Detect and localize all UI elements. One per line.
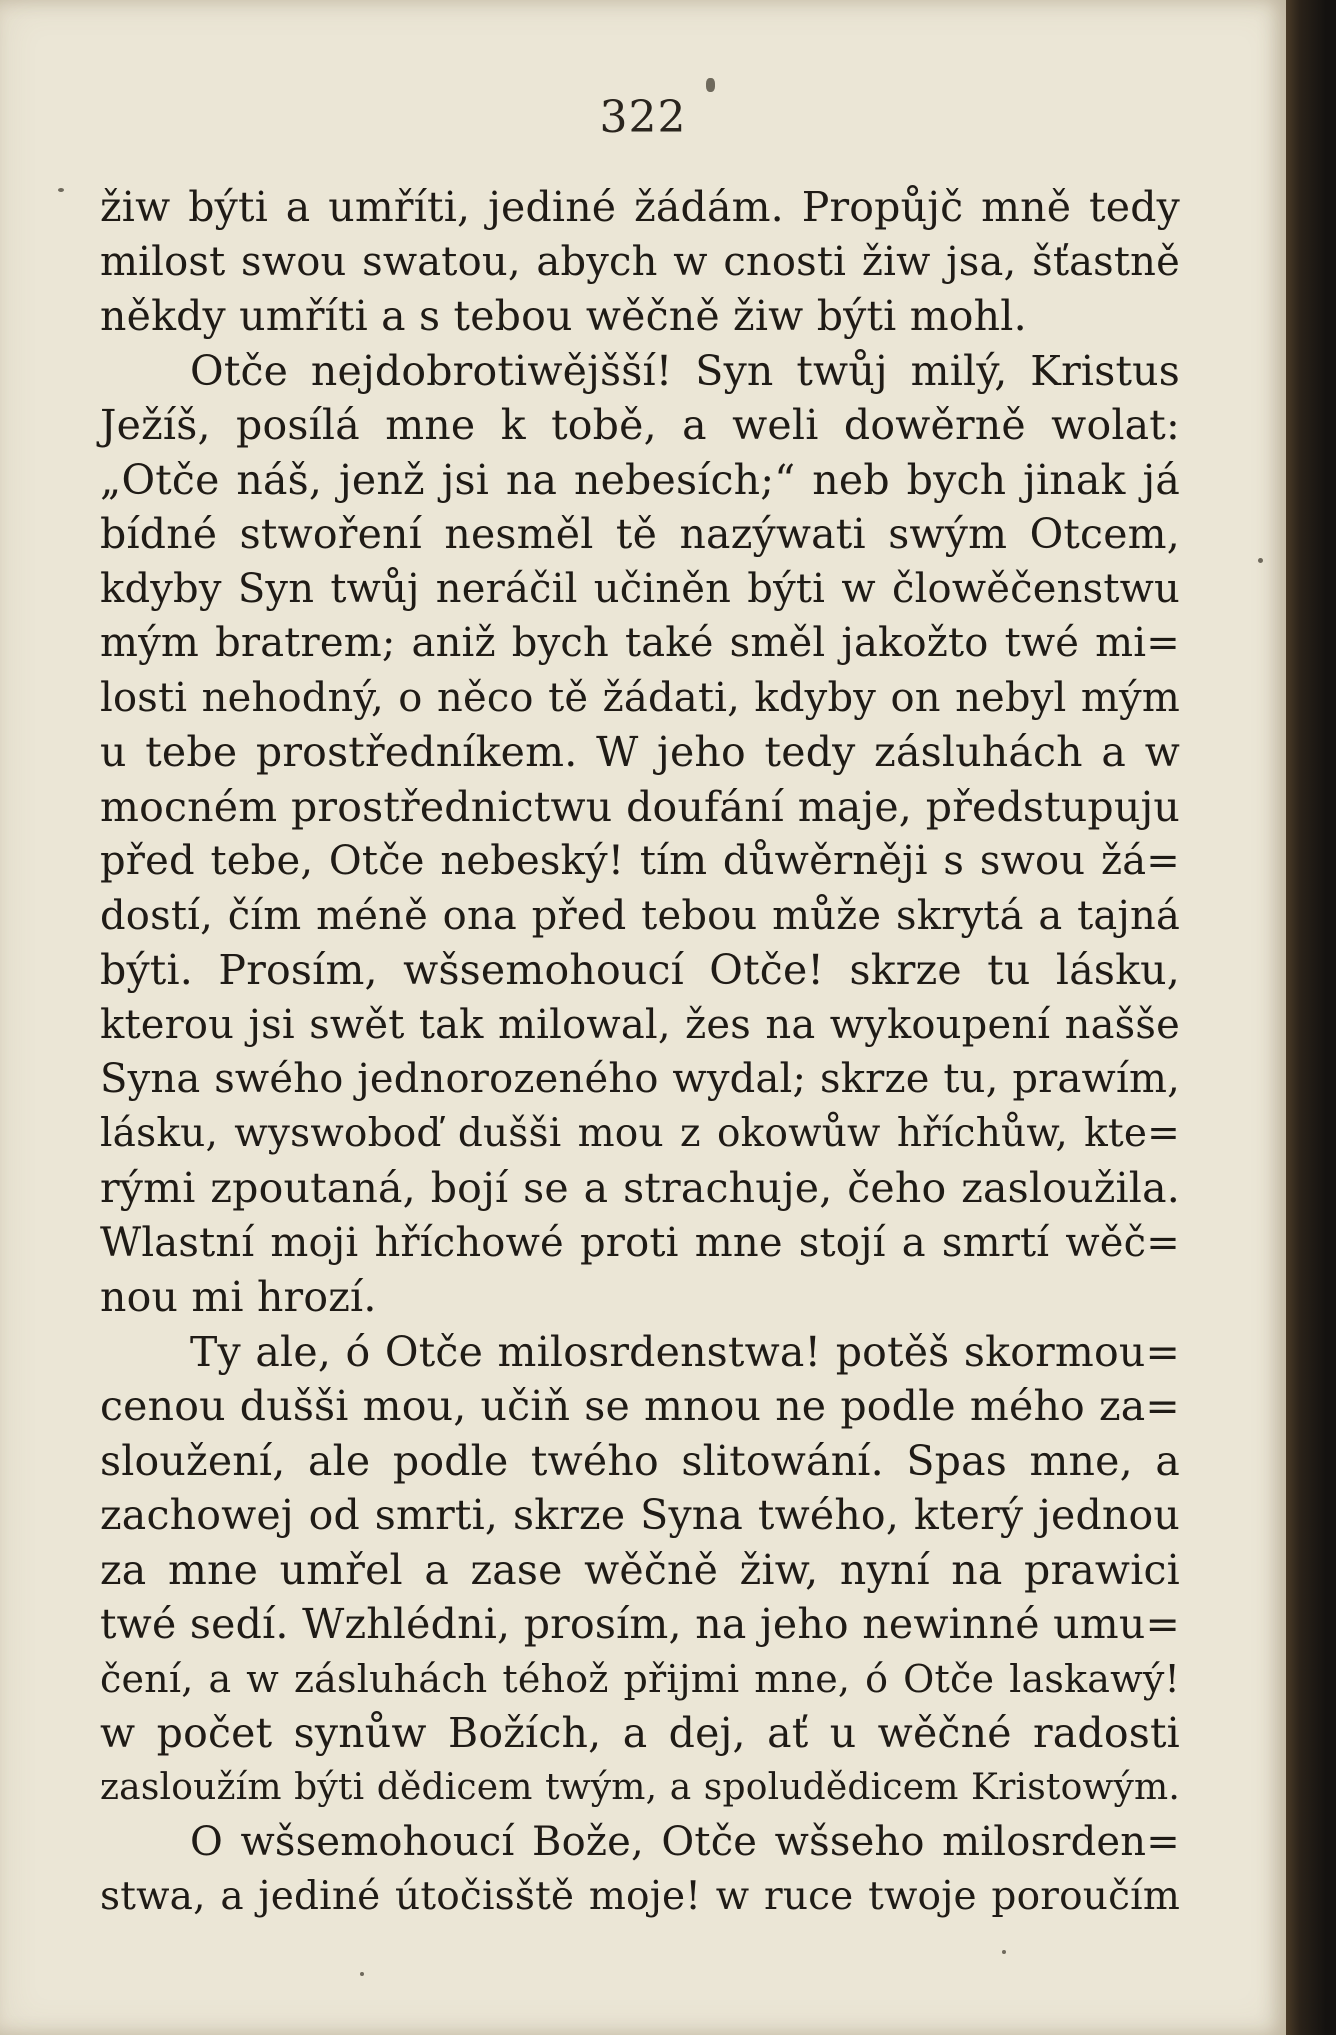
- text-line: kdyby Syn twůj neráčil učiněn býti w člowěčenstwu: [100, 565, 1180, 612]
- text-line: sloužení, ale podle twého slitowání. Spas mne, a: [100, 1436, 1180, 1485]
- text-line: býti. Prosím, wšsemohoucí Otče! skrze tu lásku,: [100, 946, 1180, 994]
- ink-speck: [58, 188, 64, 192]
- text-line: Wlastní moji hříchowé proti mne stojí a smrtí wěč=: [100, 1219, 1180, 1266]
- text-line: stwa, a jediné útočisště moje! w ruce twoje poroučím: [100, 1873, 1180, 1919]
- text-line: milost swou swatou, abych w cnosti žiw jsa, šťastně: [100, 238, 1180, 285]
- text-line: zachowej od smrti, skrze Syna twého, který jednou: [100, 1491, 1180, 1539]
- text-line: Ty ale, ó Otče milosrdenstwa! potěš skormou=: [190, 1327, 1180, 1376]
- text-line: losti nehodný, o něco tě žádati, kdyby on nebyl mým: [100, 674, 1180, 721]
- page-number: 322: [599, 92, 687, 143]
- text-line: Ježíš, posílá mne k tobě, a weli dowěrně wolat:: [100, 401, 1180, 449]
- ink-speck: [1258, 558, 1263, 563]
- ink-speck: [1002, 1950, 1006, 1954]
- text-line: cenou dušši mou, učiň se mnou ne podle mého za=: [100, 1382, 1180, 1430]
- text-line: Syna swého jednorozeného wydal; skrze tu, prawím,: [100, 1056, 1180, 1102]
- text-line: dostí, čím méně ona před tebou může skrytá a tajná: [100, 892, 1180, 939]
- text-line: Otče nejdobrotiwějšší! Syn twůj milý, Kristus: [190, 346, 1180, 395]
- text-line: kterou jsi swět tak milowal, žes na wykoupení našše: [100, 1001, 1180, 1048]
- text-line: twé sedí. Wzhlédni, prosím, na jeho newinné umu=: [100, 1600, 1180, 1648]
- text-line: u tebe prostředníkem. W jeho tedy zásluhách a w: [100, 728, 1180, 776]
- text-line: zasloužím býti dědicem twým, a spoludědicem Kristowým.: [100, 1766, 1180, 1808]
- text-line: za mne umřel a zase wěčně žiw, nyní na prawici: [100, 1545, 1180, 1594]
- text-line: mým bratrem; aniž bych také směl jakožto twé mi=: [100, 620, 1180, 666]
- text-line: lásku, wyswoboď dušši mou z okowůw hříchůw, kte=: [100, 1110, 1180, 1156]
- book-gutter: [1286, 0, 1336, 2035]
- text-line: O wšsemohoucí Bože, Otče wšseho milosrden=: [190, 1819, 1180, 1865]
- text-line: nou mi hrozí.: [100, 1273, 377, 1321]
- text-line: čení, a w zásluhách téhož přijmi mne, ó Otče laskawý!: [100, 1656, 1180, 1701]
- text-line: bídné stwoření nesměl tě nazýwati swým Otcem,: [100, 510, 1180, 558]
- text-line: před tebe, Otče nebeský! tím důwěrněji s swou žá=: [100, 838, 1180, 884]
- text-line: „Otče náš, jenž jsi na nebesích;“ neb bych jinak já: [100, 455, 1180, 504]
- text-line: někdy umříti a s tebou wěčně žiw býti mohl.: [100, 292, 1027, 340]
- text-line: w počet synůw Božích, a dej, ať u wěčné radosti: [100, 1709, 1180, 1757]
- ink-speck: [360, 1972, 364, 1976]
- text-line: mocném prostřednictwu doufání maje, předstupuju: [100, 782, 1180, 831]
- text-line: žiw býti a umříti, jediné žádám. Propůjč mně tedy: [100, 183, 1180, 231]
- text-line: rými zpoutaná, bojí se a strachuje, čeho zasloužila.: [100, 1164, 1180, 1212]
- body-text: [100, 180, 1180, 1924]
- ink-speck: [706, 78, 715, 92]
